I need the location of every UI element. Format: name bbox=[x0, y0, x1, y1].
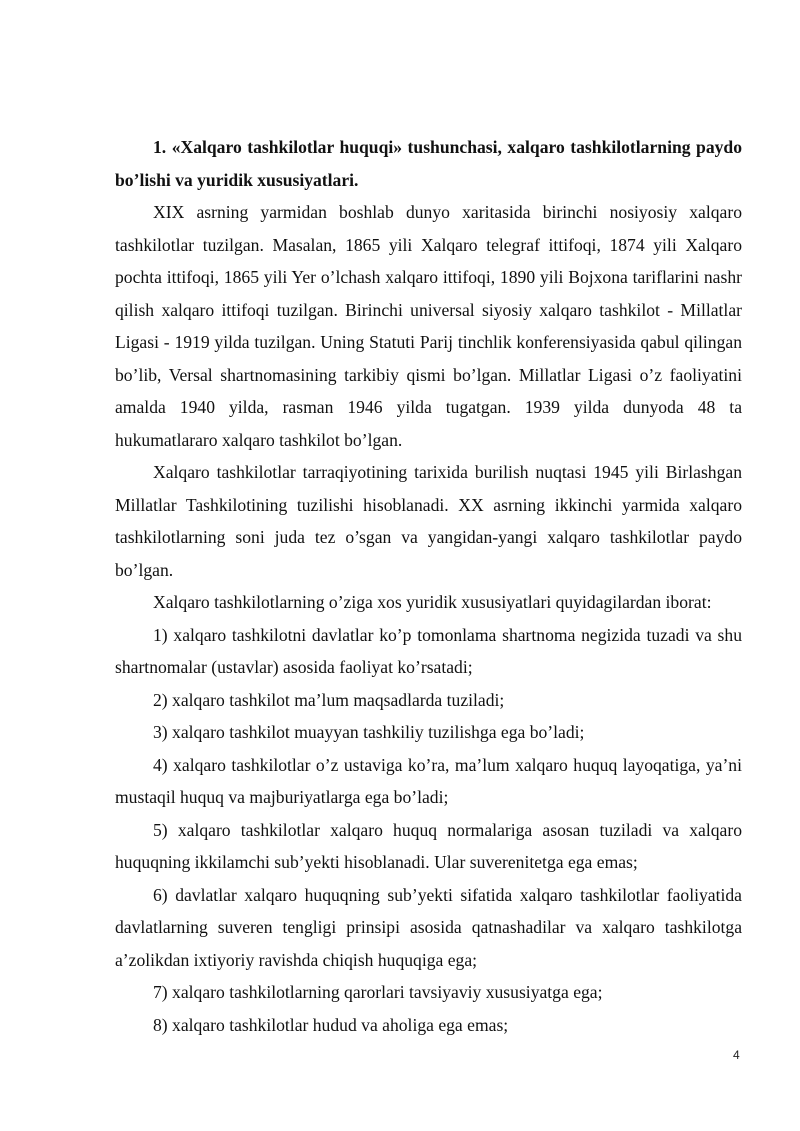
paragraph-features-intro: Xalqaro tashkilotlarning o’ziga xos yuridik xususiyatlari quyidagilardan iborat: bbox=[153, 592, 712, 612]
list-item-3: 3) xalqaro tashkilot muayyan tashkiliy tuzilishga ega bo’ladi; bbox=[153, 722, 585, 742]
paragraph-history: XIX asrning yarmidan boshlab dunyo xaritasida birinchi nosiyosiy xalqaro tashkilotlar tuzilgan. Masalan, 1865 yili Xalqaro telegraf ittifoqi, 1874 yili Xalqaro pochta ittifoqi, 1865 yili Yer o’lchash xalqaro ittifoqi, 1890 yili Bojxona tariflarini nashr qilish xalqaro ittifoqi tuzilgan. Birinchi universal siyosiy xalqaro tashkilot - Millatlar Ligasi - 1919 yilda tuzilgan. Uning Statuti Parij tinchlik konferensiyasida qabul qilingan bo’lib, Versal shartnomasining tarkibiy qismi bo’lgan. Millatlar Ligasi o’z faoliyatini amalda 1940 yilda, rasman 1946 yilda tugatgan. 1939 yilda dunyoda 48 ta hukumatlararo xalqaro tashkilot bo’lgan. bbox=[115, 202, 742, 450]
list-item-4: 4) xalqaro tashkilotlar o’z ustaviga ko’ra, ma’lum xalqaro huquq layoqatiga, ya’ni mustaqil huquq va majburiyatlarga ega bo’ladi; bbox=[115, 754, 742, 807]
page-number: 4 bbox=[733, 1048, 740, 1062]
paragraph-un-founding: Xalqaro tashkilotlar tarraqiyotining tarixida burilish nuqtasi 1945 yili Birlashgan Millatlar Tashkilotining tuzilishi hisoblanadi. XX asrning ikkinchi yarmida xalqaro tashkilotlarning soni juda tez o’sgan va yangidan-yangi xalqaro tashkilotlar paydo bo’lgan. bbox=[115, 462, 742, 580]
list-item-6: 6) davlatlar xalqaro huquqning sub’yekti sifatida xalqaro tashkilotlar faoliyatida davlatlarning suveren tengligi prinsipi asosida qatnashadilar va xalqaro tashkilotga a’zolikdan ixtiyoriy ravishda chiqish huquqiga ega; bbox=[115, 884, 742, 970]
list-item-8: 8) xalqaro tashkilotlar hudud va aholiga ega emas; bbox=[153, 1014, 509, 1035]
section-heading: 1. «Xalqaro tashkilotlar huquqi» tushunchasi, xalqaro tashkilotlarning paydo bo’lishi va yuridik xususiyatlari. bbox=[115, 137, 742, 190]
document-body bbox=[115, 131, 742, 1041]
list-item-2: 2) xalqaro tashkilot ma’lum maqsadlarda tuziladi; bbox=[153, 689, 505, 710]
list-item-5: 5) xalqaro tashkilotlar xalqaro huquq normalariga asosan tuziladi va xalqaro huquqning ikkilamchi sub’yekti hisoblanadi. Ular suverenitetga ega emas; bbox=[115, 819, 742, 872]
list-item-1: 1) xalqaro tashkilotni davlatlar ko’p tomonlama shartnoma negizida tuzadi va shu shartnomalar (ustavlar) asosida faoliyat ko’rsatadi; bbox=[115, 624, 742, 677]
list-item-7: 7) xalqaro tashkilotlarning qarorlari tavsiyaviy xususiyatga ega; bbox=[153, 982, 603, 1002]
